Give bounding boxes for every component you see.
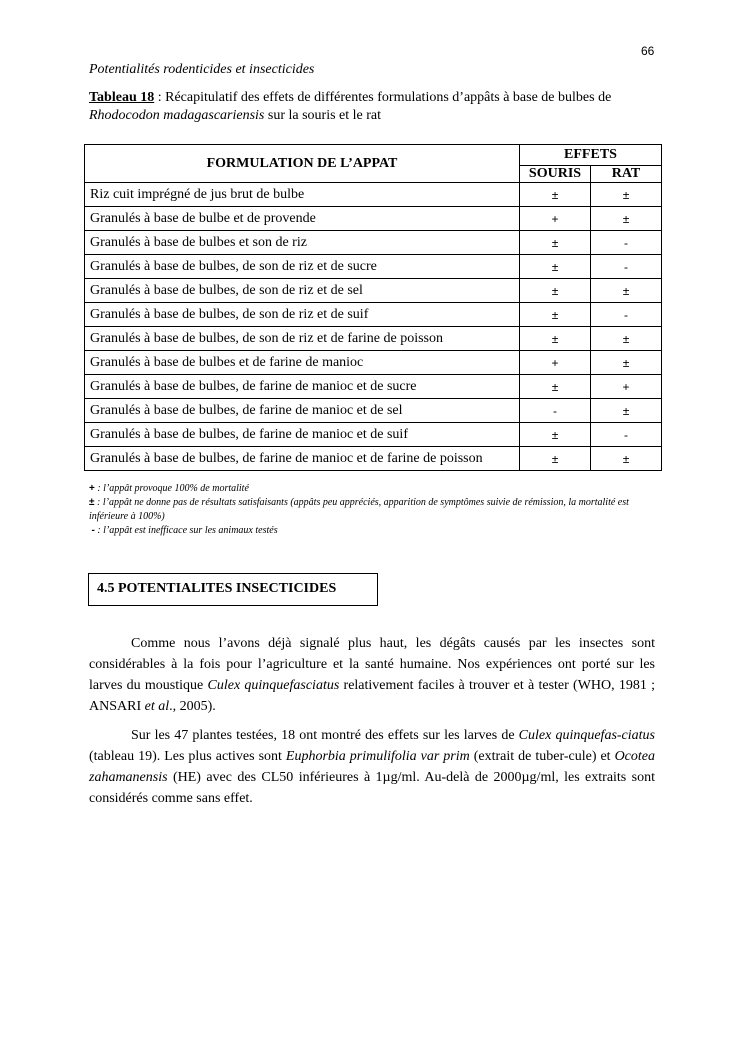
- legend-pm-symbol: ±: [89, 497, 95, 508]
- table-row: [85, 207, 662, 231]
- running-header: Potentialités rodenticides et insecticides: [89, 62, 315, 77]
- souris-cell: -: [520, 399, 591, 423]
- formulation-cell: Granulés à base de bulbes, de son de riz et de suif: [85, 303, 520, 327]
- p2-species-1: Culex quinquefas-ciatus: [518, 728, 656, 743]
- caption-text-end: sur la souris et le rat: [264, 108, 382, 123]
- rat-cell: -: [591, 231, 662, 255]
- table-row: [85, 399, 662, 423]
- souris-cell: ±: [520, 327, 591, 351]
- p1-etal: et al: [144, 699, 170, 714]
- formulation-cell: Granulés à base de bulbes et son de riz: [85, 231, 520, 255]
- table-caption: [89, 89, 659, 125]
- p2-species-2: Euphorbia primulifolia var prim: [285, 749, 470, 764]
- table-row: [85, 327, 662, 351]
- legend-minus-text: : l’appât est inefficace sur les animaux testés: [94, 525, 278, 536]
- formulation-cell: Granulés à base de bulbes, de farine de manioc et de sel: [85, 399, 520, 423]
- souris-cell: ±: [520, 447, 591, 471]
- p1-text-b: relativement faciles à trouver et à tester (WHO, 1981 ; ANSARI: [89, 678, 656, 714]
- legend-minus: [89, 524, 649, 538]
- rat-cell: -: [591, 255, 662, 279]
- formulation-cell: Granulés à base de bulbe et de provende: [85, 207, 520, 231]
- p1-species: Culex quinquefasciatus: [207, 678, 340, 693]
- souris-cell: +: [520, 351, 591, 375]
- rat-cell: ±: [591, 327, 662, 351]
- p2-text-d: (HE) avec des CL50 inférieures à 1µg/ml. Au-delà de 2000µg/ml, les extraits sont considérés comme sans effet.: [89, 770, 655, 806]
- souris-cell: ±: [520, 231, 591, 255]
- table-legend: [89, 482, 649, 538]
- effects-table: [84, 144, 662, 471]
- p1-text-a: Comme nous l’avons déjà signalé plus haut, les dégâts causés par les insectes sont considérables à la fois pour l’agriculture et la santé humaine. Nos expériences ont porté sur les larves du moustique: [89, 636, 655, 693]
- formulation-cell: Granulés à base de bulbes et de farine de manioc: [85, 351, 520, 375]
- formulation-cell: Granulés à base de bulbes, de son de riz et de sucre: [85, 255, 520, 279]
- legend-plus-text: : l’appât provoque 100% de mortalité: [94, 483, 249, 494]
- legend-pm-text: : l’appât ne donne pas de résultats satisfaisants (appâts peu appréciés, apparition de symptômes suivie de rémission, la mortalité est inférieure à 100%): [89, 497, 629, 522]
- table-row: [85, 375, 662, 399]
- p2-text-a: Sur les 47 plantes testées, 18 ont montré des effets sur les larves de: [131, 728, 519, 743]
- table-row: [85, 255, 662, 279]
- legend-plus-symbol: +: [89, 483, 95, 494]
- legend-plus: [89, 482, 649, 496]
- souris-cell: ±: [520, 375, 591, 399]
- rat-cell: ±: [591, 279, 662, 303]
- p1-text-c: ., 2005).: [169, 699, 216, 714]
- formulation-cell: Granulés à base de bulbes, de farine de manioc et de farine de poisson: [85, 447, 520, 471]
- caption-label: Tableau 18: [89, 90, 155, 105]
- souris-cell: ±: [520, 423, 591, 447]
- souris-cell: +: [520, 207, 591, 231]
- rat-cell: -: [591, 423, 662, 447]
- legend-minus-symbol: -: [91, 525, 95, 536]
- header-rat: RAT: [591, 166, 662, 183]
- legend-pm: [89, 496, 649, 524]
- formulation-cell: Granulés à base de bulbes, de farine de manioc et de suif: [85, 423, 520, 447]
- formulation-cell: Riz cuit imprégné de jus brut de bulbe: [85, 183, 520, 207]
- table-row: [85, 183, 662, 207]
- table-row: [85, 303, 662, 327]
- souris-cell: ±: [520, 279, 591, 303]
- table-row: [85, 447, 662, 471]
- rat-cell: +: [591, 375, 662, 399]
- table-row: [85, 423, 662, 447]
- souris-cell: ±: [520, 303, 591, 327]
- paragraph-2: [89, 725, 655, 809]
- table-body: [85, 183, 662, 471]
- rat-cell: ±: [591, 447, 662, 471]
- header-souris: SOURIS: [520, 166, 591, 183]
- caption-text: : Récapitulatif des effets de différentes formulations d’appâts à base de bulbes de: [154, 90, 612, 105]
- formulation-cell: Granulés à base de bulbes, de son de riz et de sel: [85, 279, 520, 303]
- paragraph-1: [89, 633, 655, 717]
- souris-cell: ±: [520, 183, 591, 207]
- header-effets: EFFETS: [520, 145, 662, 166]
- p2-text-c: (extrait de tuber-cule) et: [469, 749, 615, 764]
- p2-text-b: (tableau 19). Les plus actives sont: [89, 749, 286, 764]
- table-row: [85, 351, 662, 375]
- section-heading: 4.5 POTENTIALITES INSECTICIDES: [88, 573, 378, 606]
- formulation-cell: Granulés à base de bulbes, de son de riz et de farine de poisson: [85, 327, 520, 351]
- table-row: [85, 279, 662, 303]
- caption-species: Rhodocodon madagascariensis: [89, 108, 265, 123]
- rat-cell: ±: [591, 183, 662, 207]
- page-number: 66: [641, 44, 655, 58]
- header-formulation: FORMULATION DE L’APPAT: [85, 145, 520, 183]
- rat-cell: ±: [591, 351, 662, 375]
- rat-cell: -: [591, 303, 662, 327]
- rat-cell: ±: [591, 399, 662, 423]
- p2-species-3: Ocotea zahamanensis: [89, 749, 655, 785]
- formulation-cell: Granulés à base de bulbes, de farine de manioc et de sucre: [85, 375, 520, 399]
- rat-cell: ±: [591, 207, 662, 231]
- table-row: [85, 231, 662, 255]
- souris-cell: ±: [520, 255, 591, 279]
